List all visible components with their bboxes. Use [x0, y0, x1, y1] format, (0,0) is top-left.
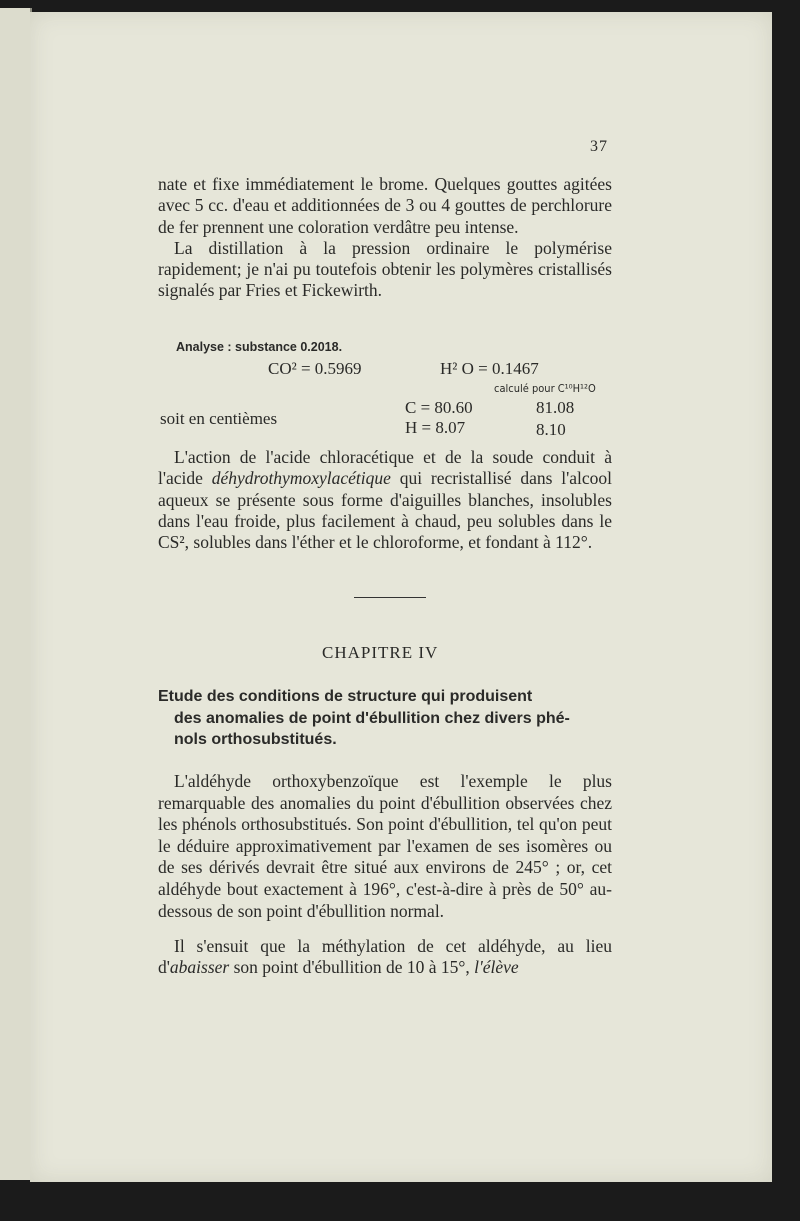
chapter-heading — [158, 686, 616, 751]
heading-line-2: des anomalies de point d'ébullition chez divers phé- — [174, 709, 570, 727]
paragraph-3 — [158, 447, 612, 553]
paragraph-4: L'aldéhyde orthoxybenzoïque est l'exemple le plus remarquable des anomalies du point d'ébullition observées chez les phénols orthosubstitués. Son point d'ébullition, tel qu'on peut le déduire approximativement par l'examen de ses isomères ou de ses dérivés devrait être situé aux environs de 245° ; or, cet aldéhyde bout exactement à 196°, c'est-à-dire à près de 50° au-dessous de son point d'ébullition normal. — [158, 771, 612, 921]
h2o-value: H² O = 0.1467 — [440, 359, 539, 378]
h-found: H = 8.07 — [405, 418, 466, 437]
left-page-edge — [0, 8, 32, 1180]
chapter-title: CHAPITRE IV — [322, 643, 439, 662]
calc-header: calculé pour C¹⁰H¹²O — [494, 382, 596, 395]
intro-paragraphs — [158, 174, 612, 302]
analysis-label: Analyse : substance 0.2018. — [176, 340, 343, 354]
paragraph-5-mid: son point d'ébullition de 10 à 15°, — [229, 957, 475, 978]
section-divider — [354, 597, 426, 598]
paragraph-3-start: L'action de l'acide chloracétique et de la soude conduit à l'acide — [158, 447, 612, 489]
c-calc: 81.08 — [536, 398, 575, 417]
paragraph-2: La distillation à la pression ordinaire le polymérise rapidement; je n'ai pu toutefois obtenir les polymères cristallisés signalés par Fries et Fickewirth. — [158, 237, 612, 301]
paragraph-1: nate et fixe immédiatement le brome. Quelques gouttes agitées avec 5 cc. d'eau et additionnées de 3 ou 4 gouttes de perchlorure de fer prennent une coloration verdâtre peu intense. — [158, 174, 612, 237]
c-found: C = 80.60 — [405, 398, 473, 417]
co2-value: CO² = 0.5969 — [268, 359, 362, 378]
heading-line-3: nols orthosubstitués. — [174, 731, 337, 748]
acid-name: déhydrothymoxylacétique — [211, 468, 391, 489]
italic-eleve: l'élève — [474, 957, 519, 978]
paragraph-5-start: Il s'ensuit que la méthylation de cet aldéhyde, au lieu d' — [158, 936, 612, 978]
paragraph-4-block — [158, 771, 612, 922]
italic-abaisser: abaisser — [169, 957, 230, 978]
paragraph-5 — [158, 936, 612, 979]
heading-line-1: Etude des conditions de structure qui produisent — [158, 688, 533, 705]
h-calc: 8.10 — [536, 420, 566, 439]
row-label: soit en centièmes — [160, 409, 278, 428]
paragraph-3-end: qui recristallisé dans l'alcool aqueux se présente sous forme d'aiguilles blanches, insolubles dans l'eau froide, plus facilement à chaud, peu solubles dans le CS², solubles dans l'éther et le chloroforme, et fondant à 112°. — [158, 468, 612, 553]
page-number: 37 — [590, 138, 608, 155]
